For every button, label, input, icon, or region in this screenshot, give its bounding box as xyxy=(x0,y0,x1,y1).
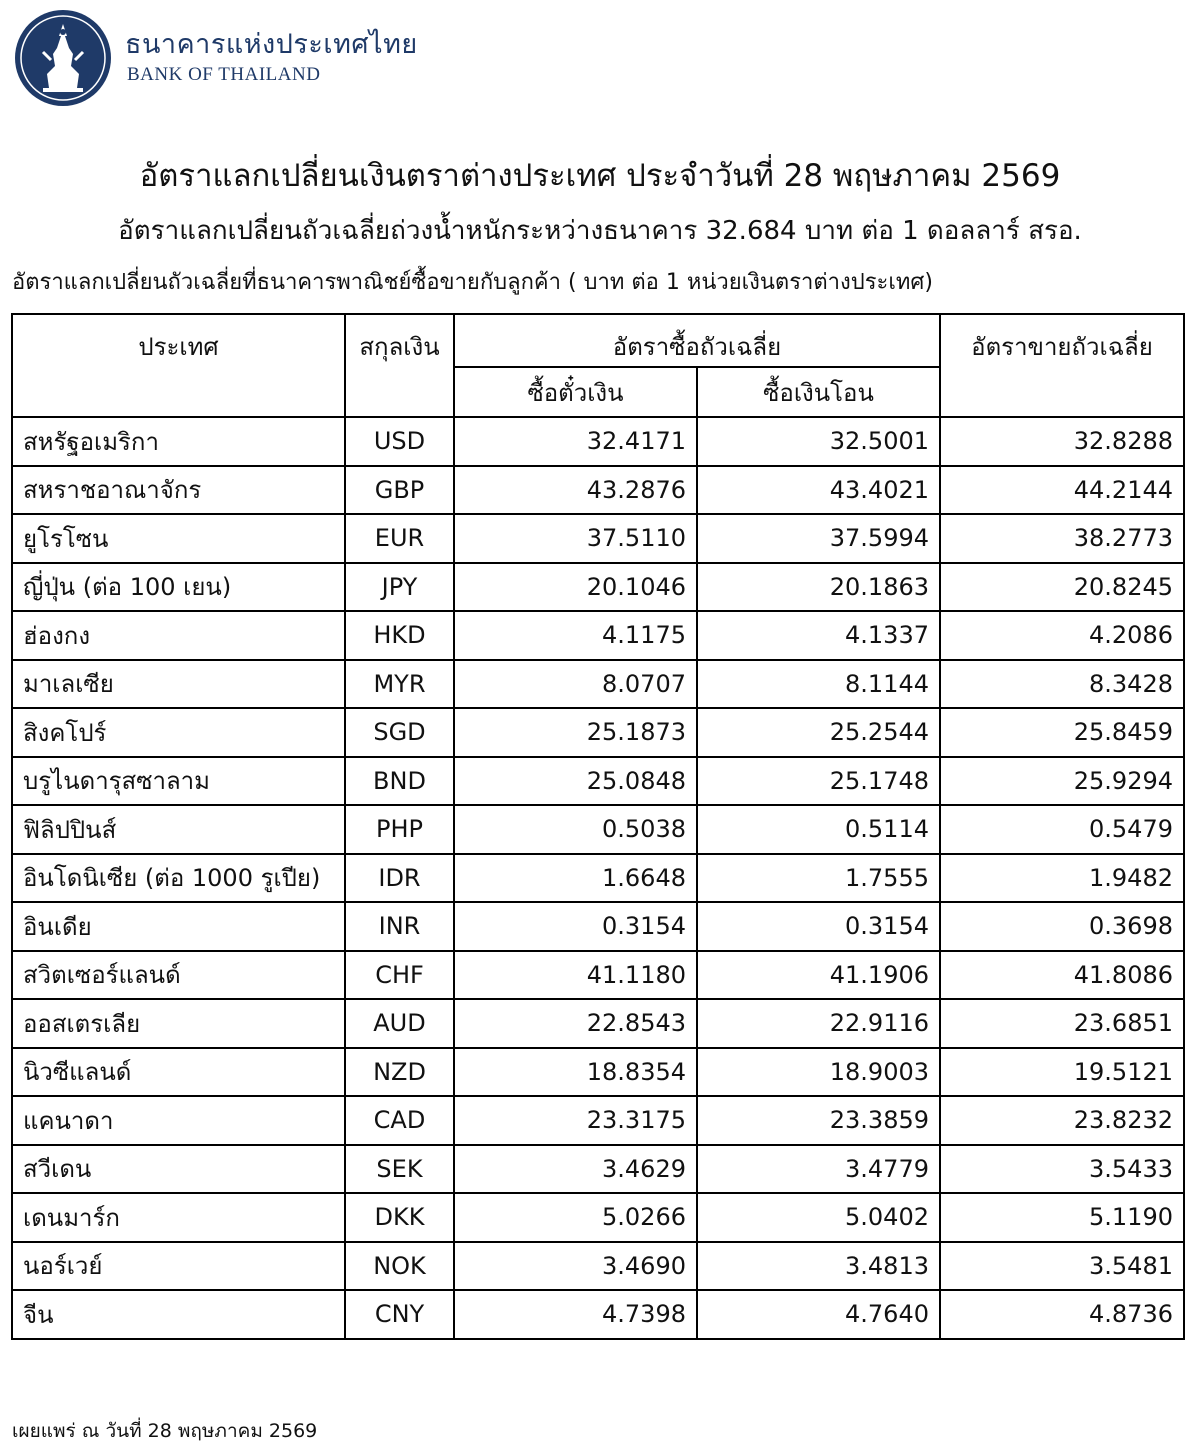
buy-bill-rate-cell: 37.5110 xyxy=(454,514,697,563)
buy-bill-rate-cell: 25.1873 xyxy=(454,708,697,757)
sell-rate-cell: 25.8459 xyxy=(940,708,1184,757)
country-cell: ฟิลิปปินส์ xyxy=(12,805,345,854)
currency-code-cell: NZD xyxy=(345,1048,454,1097)
header-sell-average: อัตราขายถัวเฉลี่ย xyxy=(940,314,1184,417)
table-row xyxy=(12,563,1184,612)
buy-bill-rate-cell: 8.0707 xyxy=(454,660,697,709)
sell-rate-cell: 44.2144 xyxy=(940,466,1184,515)
country-cell: สวีเดน xyxy=(12,1145,345,1194)
buy-transfer-rate-cell: 3.4813 xyxy=(697,1242,940,1291)
published-date-note: เผยแพร่ ณ วันที่ 28 พฤษภาคม 2569 xyxy=(12,1420,318,1442)
country-cell: สหรัฐอเมริกา xyxy=(12,417,345,466)
buy-bill-rate-cell: 23.3175 xyxy=(454,1096,697,1145)
currency-code-cell: IDR xyxy=(345,854,454,903)
buy-bill-rate-cell: 4.1175 xyxy=(454,611,697,660)
table-row xyxy=(12,805,1184,854)
country-cell: อินโดนิเซีย (ต่อ 1000 รูเปีย) xyxy=(12,854,345,903)
table-caption: อัตราแลกเปลี่ยนถัวเฉลี่ยที่ธนาคารพาณิชย์ซื้อขายกับลูกค้า ( บาท ต่อ 1 หน่วยเงินตราต่างประเทศ) xyxy=(12,270,933,295)
country-cell: อินเดีย xyxy=(12,902,345,951)
header-currency: สกุลเงิน xyxy=(345,314,454,417)
buy-bill-rate-cell: 5.0266 xyxy=(454,1193,697,1242)
country-cell: เดนมาร์ก xyxy=(12,1193,345,1242)
page-title: อัตราแลกเปลี่ยนเงินตราต่างประเทศ ประจำวันที่ 28 พฤษภาคม 2569 xyxy=(139,158,1061,194)
table-row xyxy=(12,1048,1184,1097)
country-cell: นิวซีแลนด์ xyxy=(12,1048,345,1097)
table-row xyxy=(12,660,1184,709)
country-cell: สวิตเซอร์แลนด์ xyxy=(12,951,345,1000)
country-cell: ญี่ปุ่น (ต่อ 100 เยน) xyxy=(12,563,345,612)
currency-code-cell: HKD xyxy=(345,611,454,660)
buy-transfer-rate-cell: 20.1863 xyxy=(697,563,940,612)
sell-rate-cell: 3.5481 xyxy=(940,1242,1184,1291)
currency-code-cell: MYR xyxy=(345,660,454,709)
country-cell: สหราชอาณาจักร xyxy=(12,466,345,515)
currency-code-cell: AUD xyxy=(345,999,454,1048)
currency-code-cell: CAD xyxy=(345,1096,454,1145)
country-cell: ยูโรโซน xyxy=(12,514,345,563)
buy-transfer-rate-cell: 32.5001 xyxy=(697,417,940,466)
buy-transfer-rate-cell: 3.4779 xyxy=(697,1145,940,1194)
sell-rate-cell: 32.8288 xyxy=(940,417,1184,466)
buy-transfer-rate-cell: 43.4021 xyxy=(697,466,940,515)
buy-transfer-rate-cell: 0.5114 xyxy=(697,805,940,854)
sell-rate-cell: 19.5121 xyxy=(940,1048,1184,1097)
table-header-row xyxy=(12,314,1184,367)
sell-rate-cell: 4.2086 xyxy=(940,611,1184,660)
sell-rate-cell: 25.9294 xyxy=(940,757,1184,806)
buy-bill-rate-cell: 18.8354 xyxy=(454,1048,697,1097)
currency-code-cell: SEK xyxy=(345,1145,454,1194)
currency-code-cell: CNY xyxy=(345,1290,454,1339)
org-name-en: BANK OF THAILAND xyxy=(127,64,321,85)
table-row xyxy=(12,854,1184,903)
country-cell: สิงคโปร์ xyxy=(12,708,345,757)
buy-bill-rate-cell: 41.1180 xyxy=(454,951,697,1000)
table-row xyxy=(12,466,1184,515)
table-row xyxy=(12,1242,1184,1291)
table-row xyxy=(12,417,1184,466)
table-row xyxy=(12,1096,1184,1145)
buy-transfer-rate-cell: 25.2544 xyxy=(697,708,940,757)
buy-bill-rate-cell: 0.3154 xyxy=(454,902,697,951)
table-row xyxy=(12,999,1184,1048)
sell-rate-cell: 20.8245 xyxy=(940,563,1184,612)
country-cell: บรูไนดารุสซาลาม xyxy=(12,757,345,806)
table-row xyxy=(12,951,1184,1000)
sell-rate-cell: 3.5433 xyxy=(940,1145,1184,1194)
sell-rate-cell: 23.6851 xyxy=(940,999,1184,1048)
buy-transfer-rate-cell: 5.0402 xyxy=(697,1193,940,1242)
currency-code-cell: BND xyxy=(345,757,454,806)
buy-transfer-rate-cell: 23.3859 xyxy=(697,1096,940,1145)
currency-code-cell: DKK xyxy=(345,1193,454,1242)
sell-rate-cell: 38.2773 xyxy=(940,514,1184,563)
buy-bill-rate-cell: 32.4171 xyxy=(454,417,697,466)
buy-bill-rate-cell: 3.4629 xyxy=(454,1145,697,1194)
country-cell: ออสเตรเลีย xyxy=(12,999,345,1048)
table-row xyxy=(12,611,1184,660)
sell-rate-cell: 5.1190 xyxy=(940,1193,1184,1242)
currency-code-cell: EUR xyxy=(345,514,454,563)
table-row xyxy=(12,757,1184,806)
buy-bill-rate-cell: 1.6648 xyxy=(454,854,697,903)
currency-code-cell: USD xyxy=(345,417,454,466)
exchange-rate-table xyxy=(11,313,1185,1340)
header-buy-bill: ซื้อตั๋วเงิน xyxy=(454,367,697,417)
buy-bill-rate-cell: 43.2876 xyxy=(454,466,697,515)
currency-code-cell: NOK xyxy=(345,1242,454,1291)
currency-code-cell: JPY xyxy=(345,563,454,612)
buy-bill-rate-cell: 22.8543 xyxy=(454,999,697,1048)
buy-bill-rate-cell: 4.7398 xyxy=(454,1290,697,1339)
country-cell: จีน xyxy=(12,1290,345,1339)
currency-code-cell: CHF xyxy=(345,951,454,1000)
country-cell: นอร์เวย์ xyxy=(12,1242,345,1291)
buy-transfer-rate-cell: 1.7555 xyxy=(697,854,940,903)
interbank-rate-subtitle: อัตราแลกเปลี่ยนถัวเฉลี่ยถ่วงน้ำหนักระหว่างธนาคาร 32.684 บาท ต่อ 1 ดอลลาร์ สรอ. xyxy=(118,216,1082,246)
table-row xyxy=(12,1193,1184,1242)
bank-of-thailand-emblem-icon xyxy=(13,8,113,108)
sell-rate-cell: 8.3428 xyxy=(940,660,1184,709)
buy-transfer-rate-cell: 4.7640 xyxy=(697,1290,940,1339)
country-cell: แคนาดา xyxy=(12,1096,345,1145)
buy-bill-rate-cell: 0.5038 xyxy=(454,805,697,854)
table-row xyxy=(12,514,1184,563)
country-cell: ฮ่องกง xyxy=(12,611,345,660)
country-cell: มาเลเซีย xyxy=(12,660,345,709)
buy-bill-rate-cell: 3.4690 xyxy=(454,1242,697,1291)
buy-bill-rate-cell: 25.0848 xyxy=(454,757,697,806)
org-name-th: ธนาคารแห่งประเทศไทย xyxy=(125,29,418,60)
buy-transfer-rate-cell: 0.3154 xyxy=(697,902,940,951)
buy-transfer-rate-cell: 18.9003 xyxy=(697,1048,940,1097)
header-buy-transfer: ซื้อเงินโอน xyxy=(697,367,940,417)
currency-code-cell: PHP xyxy=(345,805,454,854)
sell-rate-cell: 0.5479 xyxy=(940,805,1184,854)
currency-code-cell: GBP xyxy=(345,466,454,515)
header-country: ประเทศ xyxy=(12,314,345,417)
sell-rate-cell: 41.8086 xyxy=(940,951,1184,1000)
currency-code-cell: SGD xyxy=(345,708,454,757)
table-row xyxy=(12,708,1184,757)
sell-rate-cell: 0.3698 xyxy=(940,902,1184,951)
table-row xyxy=(12,902,1184,951)
buy-transfer-rate-cell: 8.1144 xyxy=(697,660,940,709)
buy-transfer-rate-cell: 41.1906 xyxy=(697,951,940,1000)
table-row xyxy=(12,1290,1184,1339)
buy-transfer-rate-cell: 25.1748 xyxy=(697,757,940,806)
sell-rate-cell: 4.8736 xyxy=(940,1290,1184,1339)
buy-transfer-rate-cell: 22.9116 xyxy=(697,999,940,1048)
table-row xyxy=(12,1145,1184,1194)
sell-rate-cell: 1.9482 xyxy=(940,854,1184,903)
header-buy-average: อัตราซื้อถัวเฉลี่ย xyxy=(454,314,940,367)
buy-transfer-rate-cell: 37.5994 xyxy=(697,514,940,563)
buy-transfer-rate-cell: 4.1337 xyxy=(697,611,940,660)
currency-code-cell: INR xyxy=(345,902,454,951)
sell-rate-cell: 23.8232 xyxy=(940,1096,1184,1145)
buy-bill-rate-cell: 20.1046 xyxy=(454,563,697,612)
